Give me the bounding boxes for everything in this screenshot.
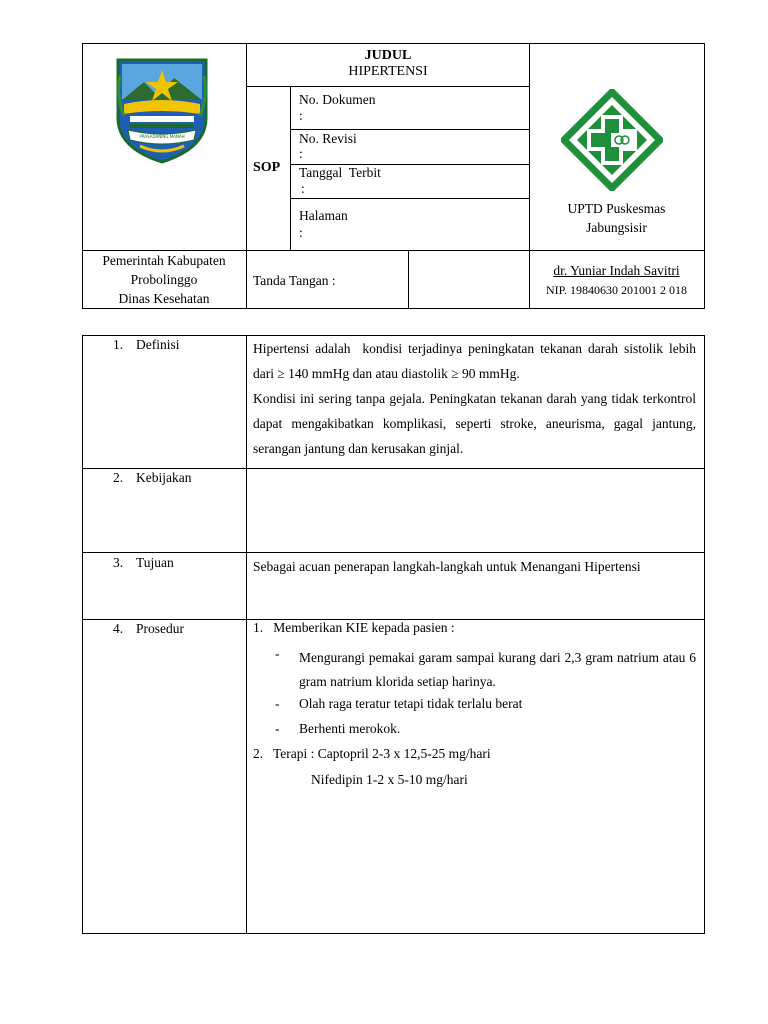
section-1-title: Definisi	[136, 337, 180, 352]
section-2-number: 2.	[113, 470, 124, 485]
puskesmas-location: Jabungsisir	[586, 220, 647, 235]
agency-line-2: Probolinggo	[130, 272, 198, 287]
bullet-dash-1: -	[275, 646, 280, 661]
section-4-title: Prosedur	[136, 621, 184, 636]
field-halaman-label: Halaman	[299, 208, 348, 223]
signer-name: dr. Yuniar Indah Savitri	[553, 263, 680, 278]
judul-value: HIPERTENSI	[348, 64, 428, 79]
bullet-dash-3: -	[275, 721, 280, 736]
sop-label: SOP	[253, 160, 281, 175]
logo-text: PRASADANING MANAH	[139, 134, 185, 139]
section-2-title: Kebijakan	[136, 470, 192, 485]
puskesmas-name: UPTD Puskesmas	[567, 201, 666, 216]
prosedur-bullet-2: Olah raga teratur tetapi tidak terlalu berat	[299, 696, 523, 711]
agency-line-1: Pemerintah Kabupaten	[102, 253, 226, 268]
judul-label: JUDUL	[364, 48, 412, 63]
section-1-number: 1.	[113, 337, 124, 352]
section-3-number: 3.	[113, 555, 124, 570]
field-tanggal-terbit-label: Tanggal Terbit	[299, 165, 381, 180]
prosedur-bullet-3: Berhenti merokok.	[299, 721, 401, 736]
tujuan-paragraph: Sebagai acuan penerapan langkah-langkah untuk Menangani Hipertensi	[253, 559, 641, 574]
field-no-revisi-label: No. Revisi	[299, 131, 357, 146]
definisi-paragraph-2: Kondisi ini sering tanpa gejala. Peningkatan tekanan darah yang tidak terkontrol dapat mengakibatkan komplikasi, seperti stroke, aneurisma, gagal jantung, serangan jantung dan kerusakan ginjal.	[253, 391, 696, 456]
prosedur-step-2: 2. Terapi : Captopril 2-3 x 12,5-25 mg/hari	[253, 746, 491, 761]
field-halaman-value: :	[299, 225, 303, 240]
signature-label: Tanda Tangan :	[253, 273, 336, 288]
puskesmas-logo	[561, 89, 663, 191]
prosedur-step-1: 1. Memberikan KIE kepada pasien :	[253, 620, 455, 635]
signer-nip: NIP. 19840630 201001 2 018	[545, 283, 687, 297]
field-no-dokumen-label: No. Dokumen	[299, 92, 376, 107]
definisi-paragraph-1: Hipertensi adalah kondisi terjadinya peningkatan tekanan darah sistolik lebih dari ≥ 140 mmHg dan atau diastolik ≥ 90 mmHg.	[253, 341, 700, 381]
bullet-dash-2: -	[275, 696, 280, 711]
field-no-dokumen-value: :	[299, 108, 303, 123]
regency-emblem-logo	[114, 56, 210, 166]
section-3-title: Tujuan	[136, 555, 174, 570]
agency-line-3: Dinas Kesehatan	[118, 291, 210, 306]
field-no-revisi-value: :	[299, 146, 303, 161]
prosedur-step-2-continued: Nifedipin 1-2 x 5-10 mg/hari	[311, 772, 468, 787]
section-4-number: 4.	[113, 621, 124, 636]
prosedur-bullet-1: Mengurangi pemakai garam sampai kurang dari 2,3 gram natrium atau 6 gram natrium klorida setiap harinya.	[299, 650, 696, 689]
field-tanggal-terbit-value: :	[301, 181, 305, 196]
